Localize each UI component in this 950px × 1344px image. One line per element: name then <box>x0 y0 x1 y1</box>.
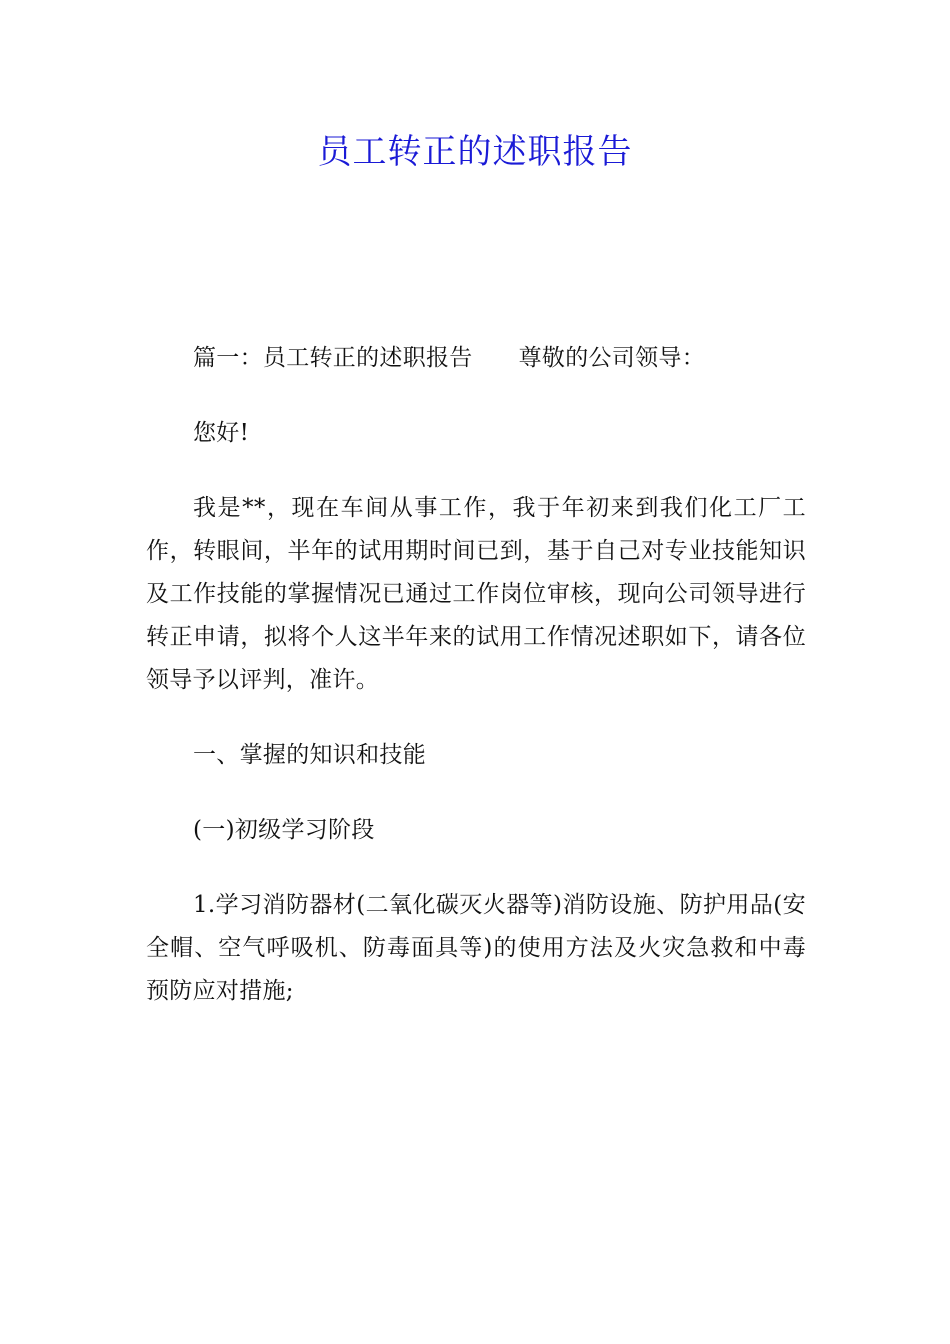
paragraph-subsection-1: (一)初级学习阶段 <box>193 817 375 843</box>
salutation-text: 尊敬的公司领导： <box>518 345 706 371</box>
paragraph-item-1: 1.学习消防器材(二氧化碳灭火器等)消防设施、防护用品(安全帽、空气呼吸机、防毒面具等)的使用方法及火灾急救和中毒预防应对措施; <box>146 892 806 1004</box>
document-title: 员工转正的述职报告 <box>317 132 633 172</box>
paragraph-hello: 您好! <box>193 420 250 446</box>
paragraph-intro: 我是**，现在车间从事工作，我于年初来到我们化工厂工作，转眼间，半年的试用期时间已到，基于自己对专业技能知识及工作技能的掌握情况已通过工作岗位审核，现向公司领导进行转正申请，拟将个人这半年来的试用工作情况述职如下，请各位领导予以评判，准许。 <box>146 495 806 693</box>
paragraph-greeting-heading <box>146 337 806 380</box>
document-body <box>146 337 806 1045</box>
section-heading-text: 篇一：员工转正的述职报告 <box>193 345 473 371</box>
paragraph-section-1: 一、掌握的知识和技能 <box>193 742 426 768</box>
